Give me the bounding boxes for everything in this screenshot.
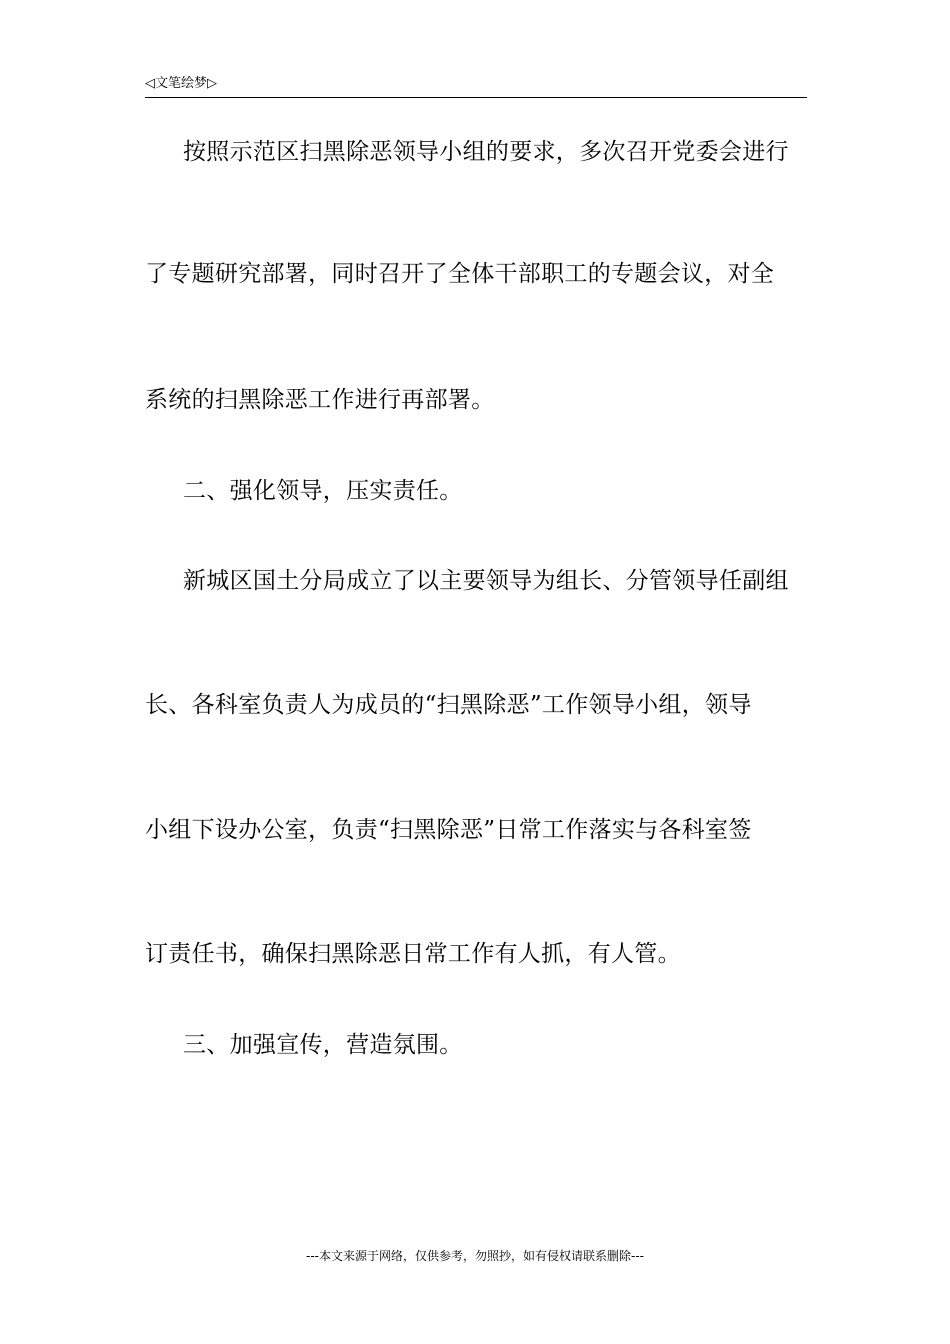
footer-disclaimer: ---本文来源于网络，仅供参考，勿照抄，如有侵权请联系删除--- <box>306 1249 644 1263</box>
text-line-5: 长、各科室负责人为成员的“扫黑除恶”工作领导小组，领导 <box>145 692 752 718</box>
text-line-4: 新城区国土分局成立了以主要领导为组长、分管领导任副组 <box>183 568 789 594</box>
text-line-2: 了专题研究部署，同时召开了全体干部职工的专题会议，对全 <box>145 261 775 287</box>
text-line-1: 按照示范区扫黑除恶领导小组的要求，多次召开党委会进行 <box>183 139 789 165</box>
text-line-7: 订责任书，确保扫黑除恶日常工作有人抓，有人管。 <box>145 941 681 967</box>
text-line-6: 小组下设办公室，负责“扫黑除恶”日常工作落实与各科室签 <box>145 817 752 843</box>
page-header <box>145 74 807 98</box>
header-title: ◁文笔绘梦▷ <box>145 76 217 91</box>
text-line-3: 系统的扫黑除恶工作进行再部署。 <box>145 387 495 413</box>
section-heading-3: 三、加强宣传，营造氛围。 <box>183 1032 463 1058</box>
section-heading-2: 二、强化领导，压实责任。 <box>183 478 463 504</box>
